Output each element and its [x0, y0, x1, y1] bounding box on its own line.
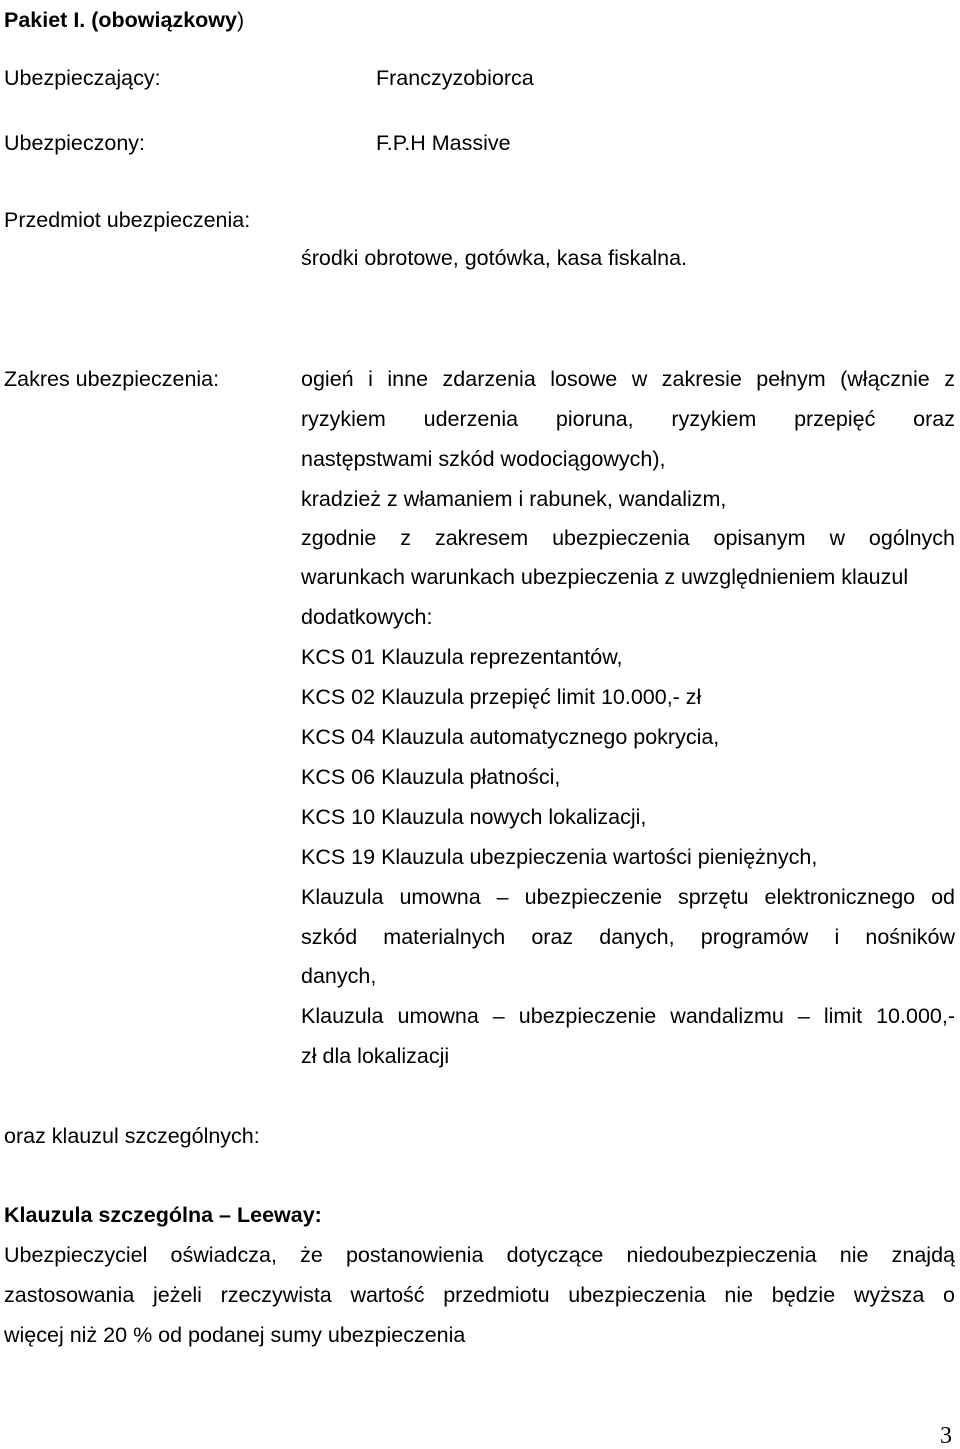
insurer-label: Ubezpieczający: — [4, 66, 161, 90]
scope-line: KCS 06 Klauzula płatności, — [301, 765, 561, 789]
document-title-bold: Pakiet I. (obowiązkowy — [4, 8, 237, 32]
scope-line: KCS 10 Klauzula nowych lokalizacji, — [301, 805, 647, 829]
insured-value: F.P.H Massive — [376, 131, 511, 155]
scope-line: KCS 01 Klauzula reprezentantów, — [301, 645, 623, 669]
scope-line: zł dla lokalizacji — [301, 1044, 450, 1068]
document-title-tail: ) — [236, 8, 245, 32]
scope-line: warunkach warunkach ubezpieczenia z uwzględnieniem klauzul — [301, 565, 909, 589]
scope-label: Zakres ubezpieczenia: — [4, 367, 220, 391]
scope-line: szkód materialnych oraz danych, programów i nośników — [301, 925, 955, 949]
scope-line: kradzież z włamaniem i rabunek, wandalizm, — [301, 487, 727, 511]
scope-line: ogień i inne zdarzenia losowe w zakresie pełnym (włącznie z — [301, 367, 955, 391]
scope-line: KCS 19 Klauzula ubezpieczenia wartości pieniężnych, — [301, 845, 818, 869]
document-title — [4, 10, 244, 32]
leeway-clause-line: zastosowania jeżeli rzeczywista wartość przedmiotu ubezpieczenia nie będzie wyższa o — [4, 1283, 955, 1307]
scope-line: Klauzula umowna – ubezpieczenie wandalizmu – limit 10.000,- — [301, 1004, 955, 1028]
leeway-clause-line: więcej niż 20 % od podanej sumy ubezpieczenia — [4, 1323, 466, 1347]
subject-label: Przedmiot ubezpieczenia: — [4, 208, 251, 232]
special-clauses-intro: oraz klauzul szczególnych: — [4, 1124, 260, 1148]
scope-line: zgodnie z zakresem ubezpieczenia opisanym w ogólnych — [301, 526, 955, 550]
insurer-value: Franczyzobiorca — [376, 66, 534, 90]
scope-line: dodatkowych: — [301, 605, 433, 629]
subject-value: środki obrotowe, gotówka, kasa fiskalna. — [301, 246, 688, 270]
scope-line: następstwami szkód wodociągowych), — [301, 447, 666, 471]
page-number: 3 — [940, 1423, 952, 1449]
scope-line: KCS 04 Klauzula automatycznego pokrycia, — [301, 725, 720, 749]
scope-line: ryzykiem uderzenia pioruna, ryzykiem przepięć oraz — [301, 407, 955, 431]
leeway-clause-line: Ubezpieczyciel oświadcza, że postanowienia dotyczące niedoubezpieczenia nie znajdą — [4, 1243, 955, 1267]
scope-line: danych, — [301, 964, 377, 988]
scope-line: Klauzula umowna – ubezpieczenie sprzętu elektronicznego od — [301, 885, 955, 909]
leeway-clause-heading: Klauzula szczególna – Leeway: — [4, 1203, 322, 1227]
insured-label: Ubezpieczony: — [4, 131, 146, 155]
scope-line: KCS 02 Klauzula przepięć limit 10.000,- zł — [301, 685, 702, 709]
